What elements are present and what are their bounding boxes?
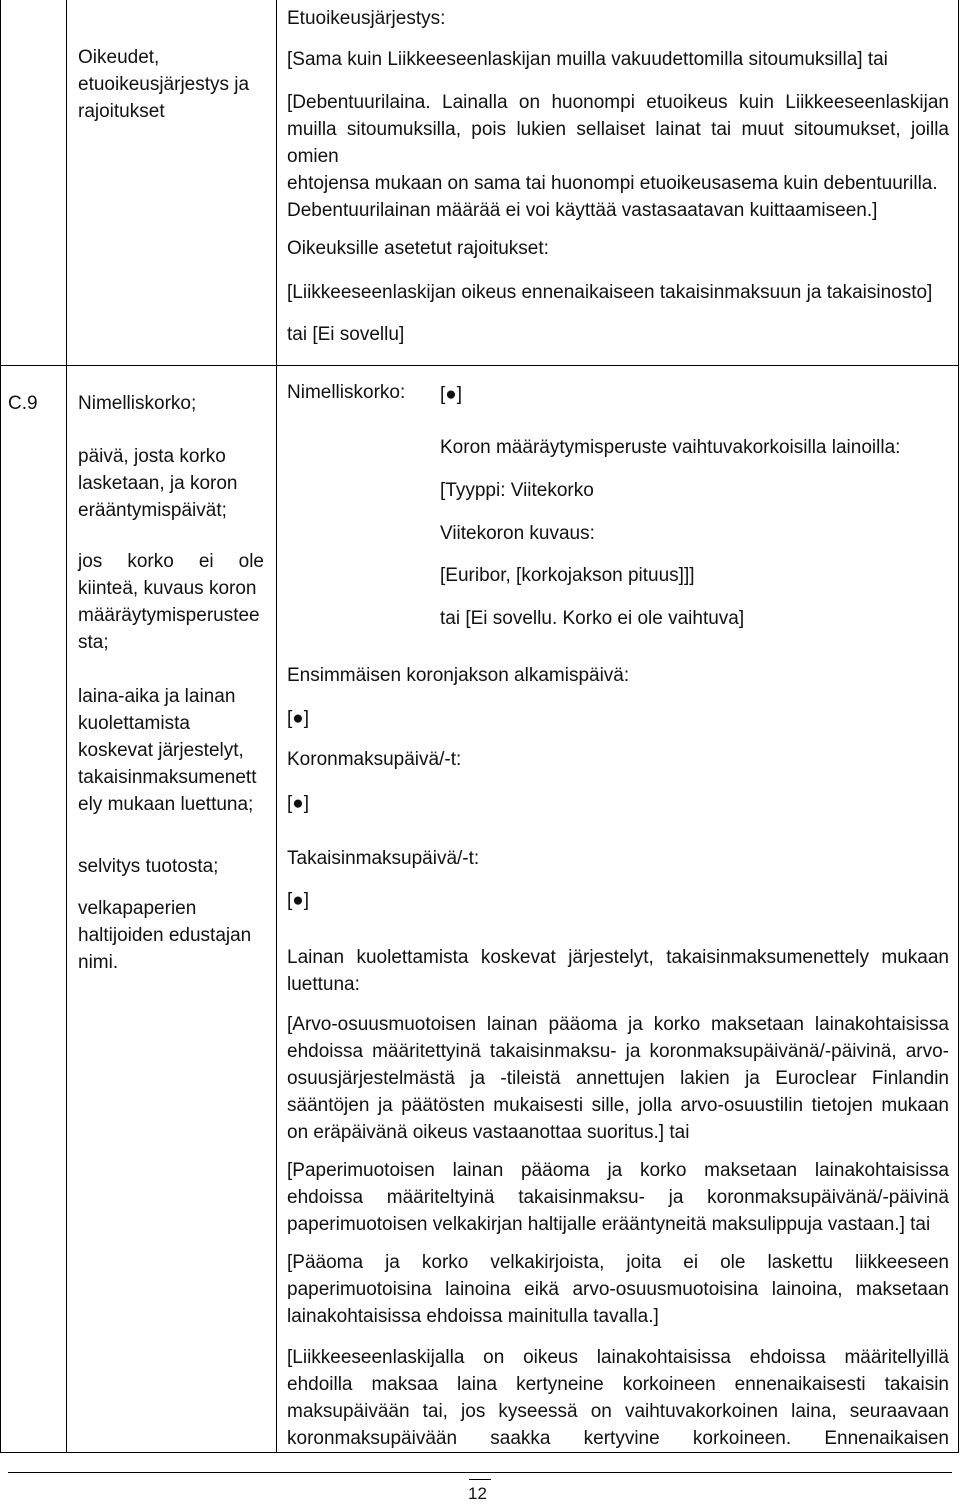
paragraph-line: [Debentuurilaina. Lainalla on huonompi etuoikeus kuin Liikkeeseenlaskijan — [287, 92, 949, 113]
table-border-left — [0, 0, 1, 1452]
label-line: velkapaperien — [78, 898, 197, 919]
label-line: nimi. — [78, 952, 119, 973]
paragraph-line: paperimuotoisen velkakirjan haltijalle erääntyneitä maksulippuja vastaan.] tai — [287, 1214, 931, 1235]
restrictions-line-2: tai [Ei sovellu] — [287, 324, 405, 345]
table-border-right — [958, 0, 959, 1452]
priority-option-2 — [287, 89, 949, 224]
label-line: määräytymisperustee — [78, 605, 260, 626]
priority-heading: Etuoikeusjärjestys: — [287, 8, 446, 29]
paragraph-line: ehtojensa mukaan on sama tai huonompi etuoikeusasema kuin debentuurilla. — [287, 173, 938, 194]
paragraph-line: luettuna: — [287, 974, 360, 995]
paragraph-line: [Paperimuotoisen lainan pääoma ja korko maksetaan lainakohtaisissa — [287, 1160, 949, 1181]
table-divider-col1 — [66, 0, 67, 1452]
section-label-block-4 — [78, 683, 264, 818]
label-line: takaisinmaksumenett — [78, 767, 257, 788]
page-number-rule — [469, 1479, 491, 1480]
label-line: ely mukaan luettuna; — [78, 794, 254, 815]
floating-rate-na: tai [Ei sovellu. Korko ei ole vaihtuva] — [440, 608, 745, 629]
interest-dates-label: Koronmaksupäivä/-t: — [287, 749, 462, 770]
label-line: haltijoiden edustajan — [78, 925, 252, 946]
paragraph-line: ehdoissa määriteltyinä takaisinmaksu- ja koronmaksupäivänä/-päivinä — [287, 1187, 949, 1208]
restrictions-line-1: [Liikkeeseenlaskijan oikeus ennenaikaiseen takaisinmaksuun ja takaisinosto] — [287, 282, 933, 303]
label-line: laina-aika ja lainan — [78, 686, 236, 707]
paragraph-line: ehdoilla maksaa laina kertyneine korkoineen ennenaikaisesti takaisin — [287, 1374, 949, 1395]
page-number: 12 — [468, 1484, 487, 1503]
paragraph-paper — [287, 1157, 949, 1238]
nominal-rate-label: Nimelliskorko: — [287, 382, 406, 403]
label-line: koskevat järjestelyt, — [78, 740, 244, 761]
paragraph-line: ehdoissa määritettyinä takaisinmaksu- ja koronmaksupäivänä/-päivinä, arvo- — [287, 1041, 949, 1062]
label-line: kiinteä, kuvaus koron — [78, 578, 257, 599]
paragraph-line: lainakohtaisissa ehdoissa mainitulla tavalla.] — [287, 1306, 659, 1327]
paragraph-line: sääntöjen ja päätösten mukaisesti sille, jolla arvo-osuustilin tietojen mukaan — [287, 1095, 949, 1116]
paragraph-line: Lainan kuolettamista koskevat järjestelyt, takaisinmaksumenettely mukaan — [287, 947, 949, 968]
section-label-block-1 — [78, 390, 264, 417]
label-line: lasketaan, ja koron — [78, 473, 238, 494]
floating-rate-type: [Tyyppi: Viitekorko — [440, 480, 594, 501]
paragraph-line: [Arvo-osuusmuotoisen lainan pääoma ja korko maksetaan lainakohtaisissa — [287, 1014, 949, 1035]
paragraph-early-repayment — [287, 1344, 949, 1452]
amortization-heading — [287, 944, 949, 998]
label-line: Oikeudet, — [78, 47, 160, 68]
nominal-rate-value: [●] — [440, 384, 463, 405]
footer-rule — [8, 1472, 952, 1473]
paragraph-book-entry — [287, 1011, 949, 1146]
section-label-block-2 — [78, 443, 264, 524]
paragraph-line: on eräpäivänä oikeus vastaanottaa suoritus.] tai — [287, 1122, 690, 1143]
paragraph-line: muilla sitoumuksilla, pois lukien sellaiset lainat tai muut sitoumukset, joilla omien — [287, 119, 949, 167]
label-line: erääntymispäivät; — [78, 500, 227, 521]
label-line: Nimelliskorko; — [78, 393, 197, 414]
section-label-rights — [78, 44, 264, 125]
paragraph-line: [Pääoma ja korko velkakirjoista, joita ei ole laskettu liikkeeseen — [287, 1252, 949, 1273]
paragraph-line: [Liikkeeseenlaskijalla on oikeus lainakohtaisissa ehdoissa määritellyillä — [287, 1347, 949, 1368]
interest-dates-value: [●] — [287, 793, 310, 814]
label-line: jos korko ei ole — [78, 551, 264, 572]
paragraph-line: paperimuotoisina lainoina eikä arvo-osuusmuotoisina lainoina, maksetaan — [287, 1279, 949, 1300]
section-label-block-3 — [78, 548, 264, 656]
label-line: rajoitukset — [78, 101, 165, 122]
section-label-block-5 — [78, 853, 264, 880]
section-label-block-6 — [78, 895, 264, 976]
priority-option-1: [Sama kuin Liikkeeseenlaskijan muilla vakuudettomilla sitoumuksilla] tai — [287, 49, 888, 70]
label-line: päivä, josta korko — [78, 446, 226, 467]
paragraph-line: koronmaksupäivään saakka kertyvine korkoineen. Ennenaikaisen — [287, 1428, 949, 1449]
paragraph-line: maksupäivään tai, jos kyseessä on vaihtuvakorkoinen laina, seuraavaan — [287, 1401, 949, 1422]
repayment-dates-label: Takaisinmaksupäivä/-t: — [287, 848, 480, 869]
reference-rate-desc-heading: Viitekoron kuvaus: — [440, 523, 595, 544]
paragraph-line: Debentuurilainan määrää ei voi käyttää vastasaatavan kuittaamiseen.] — [287, 200, 878, 221]
label-line: sta; — [78, 632, 109, 653]
floating-rate-heading: Koron määräytymisperuste vaihtuvakorkoisilla lainoilla: — [440, 437, 901, 458]
paragraph-note — [287, 1249, 949, 1330]
label-line: selvitys tuotosta; — [78, 856, 219, 877]
label-line: kuolettamista — [78, 713, 190, 734]
table-bottom-border — [0, 1452, 959, 1453]
first-period-value: [●] — [287, 708, 310, 729]
table-divider-col2 — [276, 0, 277, 1452]
reference-rate-desc-value: [Euribor, [korkojakson pituus]]] — [440, 565, 695, 586]
restrictions-heading: Oikeuksille asetetut rajoitukset: — [287, 238, 549, 259]
row-divider — [0, 365, 959, 366]
paragraph-line: osuusjärjestelmästä ja -tileistä annettujen lakien ja Euroclear Finlandin — [287, 1068, 949, 1089]
first-period-label: Ensimmäisen koronjakson alkamispäivä: — [287, 665, 630, 686]
label-line: etuoikeusjärjestys ja — [78, 74, 250, 95]
section-number: C.9 — [8, 393, 38, 414]
repayment-dates-value: [●] — [287, 890, 310, 911]
